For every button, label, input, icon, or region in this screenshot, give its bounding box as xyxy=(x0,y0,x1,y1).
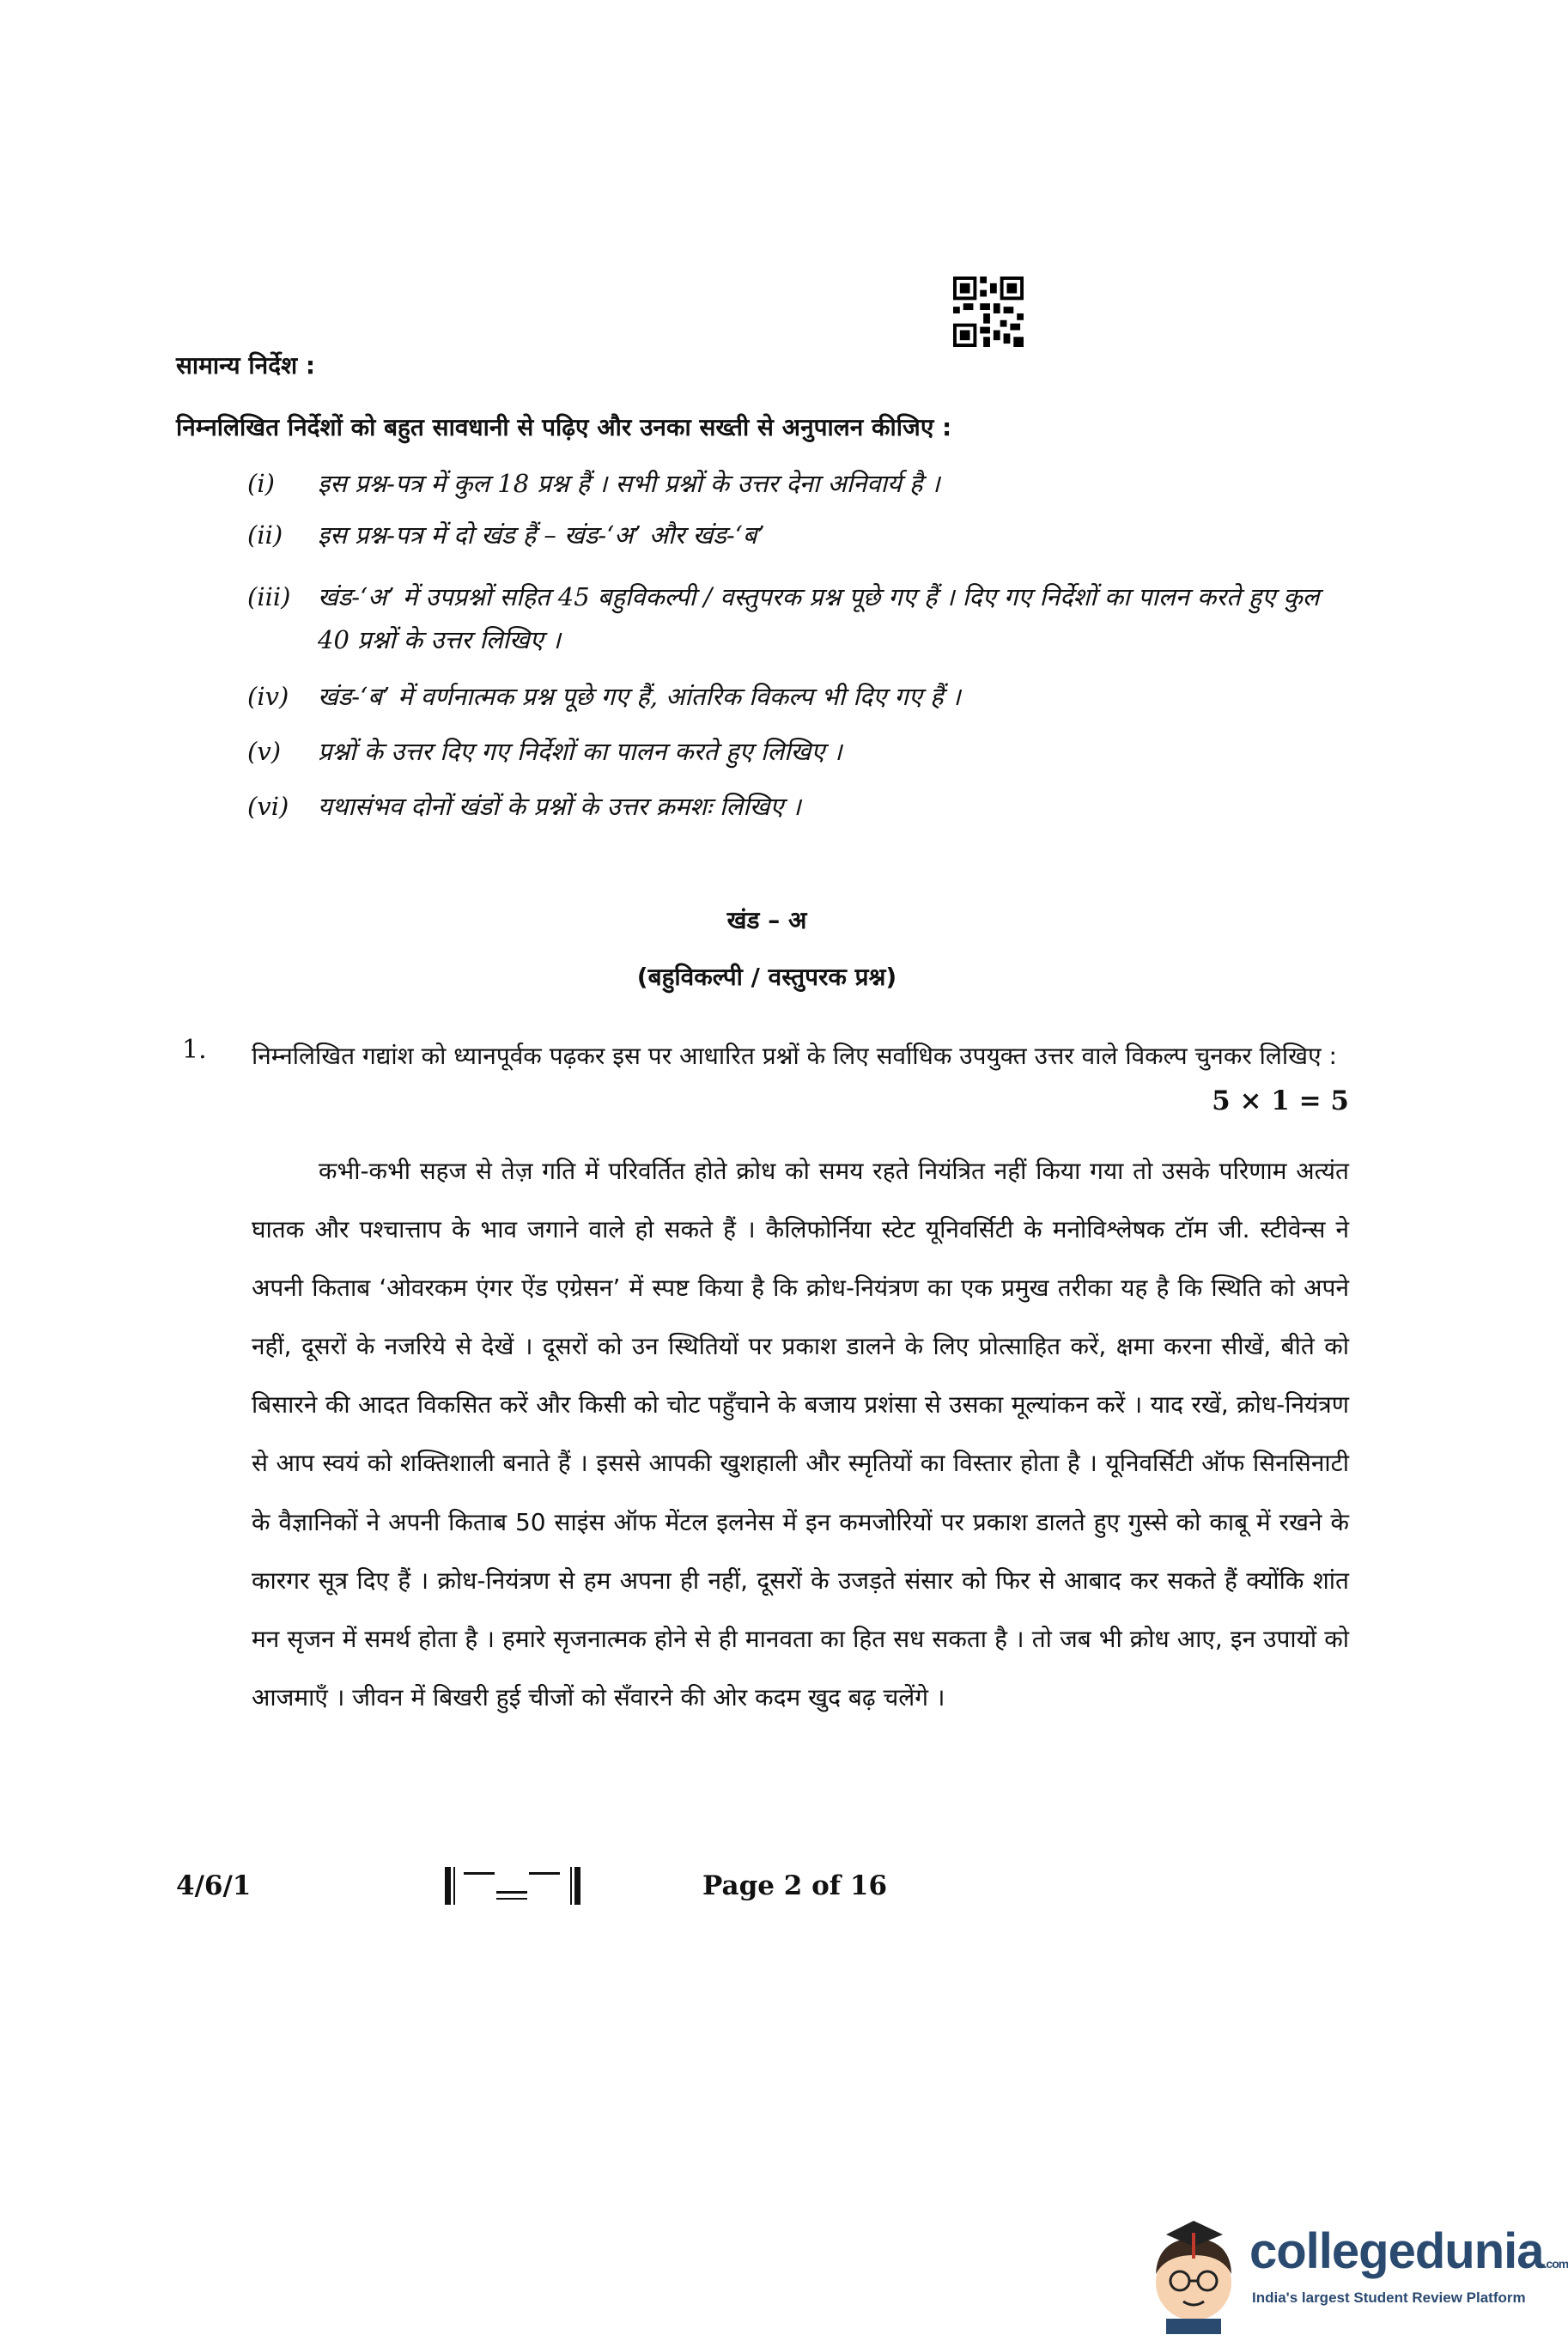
instruction-number: (iv) xyxy=(247,682,289,711)
instruction-number: (ii) xyxy=(247,520,283,550)
instruction-number: (iii) xyxy=(247,582,291,611)
logo-brand: collegedunia xyxy=(1249,2223,1544,2279)
reading-passage: कभी-कभी सहज से तेज़ गति में परिवर्तित होते क्रोध को समय रहते नियंत्रित नहीं किया गया तो उसके परिणाम अत्यंत घातक और पश्चात्ताप के भाव जगाने वाले हो सकते हैं । कैलिफोर्निया स्टेट यूनिवर्सिटी के मनोविश्लेषक टॉम जी. स्टीवेन्स ने अपनी किताब ‘ओवरकम एंगर ऐंड एग्रेसन’ में स्पष्ट किया है कि क्रोध-नियंत्रण का एक प्रमुख तरीका यह है कि स्थिति को अपने नहीं, दूसरों के नजरिये से देखें । दूसरों को उन स्थितियों पर प्रकाश डालने के लिए प्रोत्साहित करें, क्षमा करना सीखें, बीते को बिसारने की आदत विकसित करें और किसी को चोट पहुँचाने के बजाय प्रशंसा से उसका मूल्यांकन करें । याद रखें, क्रोध-नियंत्रण से आप स्वयं को शक्तिशाली बनाते हैं । इससे आपकी खुशहाली और स्मृतियों का विस्तार होता है । यूनिवर्सिटी ऑफ सिनसिनाटी के वैज्ञानिकों ने अपनी किताब 50 साइंस ऑफ मेंटल इलनेस में इन कमजोरियों पर प्रकाश डालते हुए गुस्से को काबू में रखने के कारगर सूत्र दिए हैं । क्रोध-नियंत्रण से हम अपना ही नहीं, दूसरों के उजड़ते संसार को फिर से आबाद कर सकते हैं क्योंकि शांत मन सृजन में समर्थ होता है । हमारे सृजनात्मक होने से ही मानवता का हित सध सकता है । तो जब भी क्रोध आए, इन उपायों को आजमाएँ । जीवन में बिखरी हुई चीजों को सँवारने की ओर कदम खुद बढ़ चलेंगे । xyxy=(252,1157,1349,1712)
qr-code-icon xyxy=(953,277,1024,347)
barcode-icon xyxy=(445,1865,582,1908)
instruction-number: (i) xyxy=(247,469,275,498)
question-text: निम्नलिखित गद्यांश को ध्यानपूर्वक पढ़कर इस पर आधारित प्रश्नों के लिए सर्वाधिक उपयुक्त उत्तर वाले विकल्प चुनकर लिखिए : xyxy=(252,1042,1337,1070)
general-instructions-title: सामान्य निर्देश : xyxy=(176,351,316,380)
instruction-item xyxy=(247,462,1355,505)
question-marks: 5 × 1 = 5 xyxy=(1212,1085,1349,1116)
instruction-item xyxy=(247,514,1355,556)
instruction-item xyxy=(247,675,1355,718)
instruction-number: (v) xyxy=(247,737,282,766)
question-number: 1. xyxy=(182,1035,207,1065)
logo-suffix: .com xyxy=(1543,2257,1568,2271)
instruction-text: प्रश्नों के उत्तर दिए गए निर्देशों का पालन करते हुए लिखिए । xyxy=(318,737,842,766)
instruction-text: इस प्रश्न-पत्र में कुल 18 प्रश्न हैं । सभी प्रश्नों के उत्तर देना अनिवार्य है । xyxy=(318,469,940,498)
logo-tagline: India's largest Student Review Platform xyxy=(1252,2289,1526,2306)
instructions-intro: निम्नलिखित निर्देशों को बहुत सावधानी से पढ़िए और उनका सख्ती से अनुपालन कीजिए : xyxy=(176,413,952,441)
paper-code: 4/6/1 xyxy=(176,1870,252,1901)
section-subtitle: (बहुविकल्पी / वस्तुपरक प्रश्न) xyxy=(636,963,897,991)
instruction-text: खंड-‘ब’ में वर्णनात्मक प्रश्न पूछे गए हैं, आंतरिक विकल्प भी दिए गए हैं । xyxy=(318,682,961,711)
instruction-item xyxy=(247,785,1355,828)
page-number: Page 2 of 16 xyxy=(702,1870,888,1901)
instruction-text: इस प्रश्न-पत्र में दो खंड हैं – खंड-‘अ’ और खंड-‘ब’ xyxy=(318,520,765,550)
instruction-text: खंड-‘अ’ में उपप्रश्नों सहित 45 बहुविकल्पी / वस्तुपरक प्रश्न पूछे गए हैं । दिए गए निर्देशों का पालन करते हुए कुल 40 प्रश्नों के उत्तर लिखिए । xyxy=(318,582,1320,654)
instruction-item xyxy=(247,730,1355,773)
section-title: खंड – अ xyxy=(726,906,807,934)
instruction-item xyxy=(247,575,1355,661)
instruction-text: यथासंभव दोनों खंडों के प्रश्नों के उत्तर क्रमशः लिखिए । xyxy=(318,792,801,821)
instruction-number: (vi) xyxy=(247,792,289,821)
collegedunia-logo xyxy=(1249,2222,1568,2280)
